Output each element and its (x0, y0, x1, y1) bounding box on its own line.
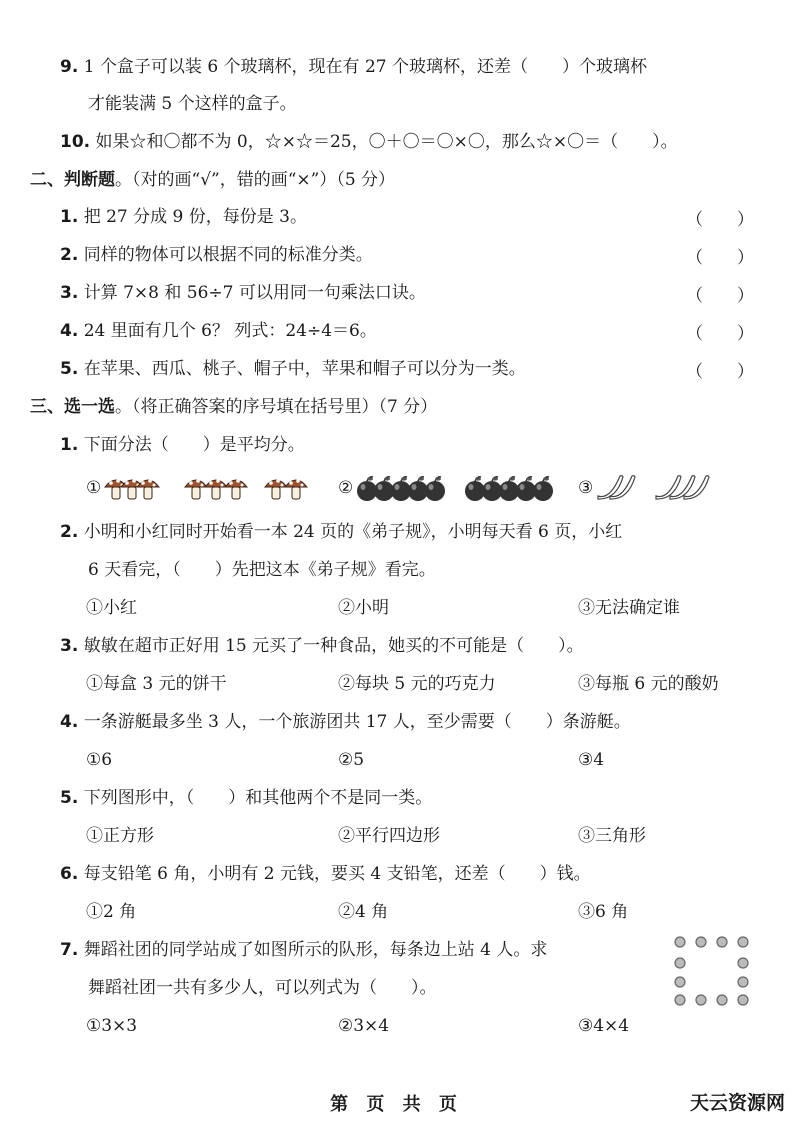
question-9-cont: 才能装满 5 个这样的盒子。 (88, 94, 297, 114)
banana-groups-icon (596, 470, 726, 504)
choice-question-5 (60, 786, 432, 810)
question-text: 每支铅笔 6 角，小明有 2 元钱，要买 4 支铅笔，还差（ ）钱。 (83, 864, 591, 884)
option-1[interactable]: ①3×3 (86, 1016, 138, 1036)
option-2[interactable]: ②每块 5 元的巧克力 (338, 674, 496, 694)
option-1[interactable]: ①2 角 (86, 902, 137, 922)
option-marker-2[interactable]: ② (338, 478, 354, 498)
option-1[interactable]: ①每盒 3 元的饼干 (86, 674, 227, 694)
option-1[interactable]: ①正方形 (86, 826, 154, 846)
question-text: 一条游艇最多坐 3 人，一个旅游团共 17 人，至少需要（ ）条游艇。 (83, 712, 631, 732)
question-number: 4. (60, 712, 79, 732)
section-2-heading (30, 168, 395, 192)
choice-question-6 (60, 862, 591, 886)
question-text: 同样的物体可以根据不同的标准分类。 (83, 245, 373, 265)
question-text: 如果☆和〇都不为 0，☆×☆＝25，〇＋〇＝〇×〇，那么☆×〇＝（ ）。 (95, 132, 678, 152)
option-1[interactable]: ①6 (86, 750, 113, 770)
answer-parens[interactable]: （ ） (686, 286, 754, 306)
question-number: 2. (60, 522, 79, 542)
apple-groups-icon (356, 470, 556, 504)
section-title: 三、选一选 (30, 397, 115, 417)
question-number: 5. (60, 359, 79, 379)
option-3[interactable]: ③无法确定谁 (578, 598, 680, 618)
judge-item-3 (60, 281, 426, 305)
answer-parens[interactable]: （ ） (686, 248, 754, 268)
question-number: 3. (60, 283, 79, 303)
option-3[interactable]: ③每瓶 6 元的酸奶 (578, 674, 719, 694)
judge-item-5 (60, 357, 526, 381)
judge-item-1 (60, 205, 307, 229)
brand-watermark: 天云资源网 (689, 1092, 785, 1114)
question-number: 10. (60, 132, 91, 152)
question-number: 6. (60, 864, 79, 884)
question-text: 下面分法（ ）是平均分。 (83, 435, 305, 455)
choice-question-7-cont: 舞蹈社团一共有多少人，可以列式为（ ）。 (88, 978, 437, 998)
option-2[interactable]: ②平行四边形 (338, 826, 440, 846)
choice-question-4 (60, 710, 631, 734)
answer-parens[interactable]: （ ） (686, 324, 754, 344)
question-number: 1. (60, 435, 79, 455)
choice-question-2-cont: 6 天看完，（ ）先把这本《弟子规》看完。 (88, 560, 436, 580)
question-text: 在苹果、西瓜、桃子、帽子中，苹果和帽子可以分为一类。 (83, 359, 526, 379)
question-text: 1 个盒子可以装 6 个玻璃杯，现在有 27 个玻璃杯，还差（ ）个玻璃杯 (83, 57, 647, 77)
judge-item-4 (60, 319, 377, 343)
option-1[interactable]: ①小红 (86, 598, 137, 618)
question-text: 敏敏在超市正好用 15 元买了一种食品，她买的不可能是（ ）。 (83, 636, 584, 656)
option-2[interactable]: ②4 角 (338, 902, 389, 922)
page-footer: 第 页 共 页 (330, 1094, 463, 1115)
question-number: 5. (60, 788, 79, 808)
question-number: 9. (60, 57, 79, 77)
square-dot-formation-icon (670, 934, 754, 1008)
option-3[interactable]: ③4×4 (578, 1016, 630, 1036)
option-3[interactable]: ③三角形 (578, 826, 646, 846)
section-3-heading (30, 395, 437, 419)
judge-item-2 (60, 243, 373, 267)
question-text: 计算 7×8 和 56÷7 可以用同一句乘法口诀。 (83, 283, 426, 303)
question-10 (60, 130, 678, 154)
question-number: 2. (60, 245, 79, 265)
section-title: 二、判断题 (30, 170, 115, 190)
section-note: 。（对的画“√”，错的画“×”）（5 分） (115, 170, 396, 190)
choice-question-7 (60, 938, 547, 962)
question-number: 7. (60, 940, 79, 960)
question-text: 小明和小红同时开始看一本 24 页的《弟子规》，小明每天看 6 页，小红 (83, 522, 623, 542)
option-2[interactable]: ②3×4 (338, 1016, 390, 1036)
choice-question-2 (60, 520, 622, 544)
option-marker-3[interactable]: ③ (578, 478, 594, 498)
option-3[interactable]: ③4 (578, 750, 605, 770)
choice-question-3 (60, 634, 584, 658)
option-2[interactable]: ②小明 (338, 598, 389, 618)
question-9 (60, 55, 647, 79)
section-note: 。（将正确答案的序号填在括号里）（7 分） (115, 397, 438, 417)
option-2[interactable]: ②5 (338, 750, 365, 770)
question-number: 1. (60, 207, 79, 227)
option-marker-1[interactable]: ① (86, 478, 102, 498)
choice-question-1 (60, 433, 305, 457)
answer-parens[interactable]: （ ） (686, 210, 754, 230)
option-3[interactable]: ③6 角 (578, 902, 629, 922)
answer-parens[interactable]: （ ） (686, 362, 754, 382)
question-text: 下列图形中，（ ）和其他两个不是同一类。 (83, 788, 433, 808)
question-text: 把 27 分成 9 份，每份是 3。 (83, 207, 307, 227)
question-text: 舞蹈社团的同学站成了如图所示的队形，每条边上站 4 人。求 (83, 940, 548, 960)
question-number: 3. (60, 636, 79, 656)
mushroom-groups-icon (104, 472, 314, 504)
question-number: 4. (60, 321, 79, 341)
question-text: 24 里面有几个 6？ 列式：24÷4＝6。 (83, 321, 377, 341)
